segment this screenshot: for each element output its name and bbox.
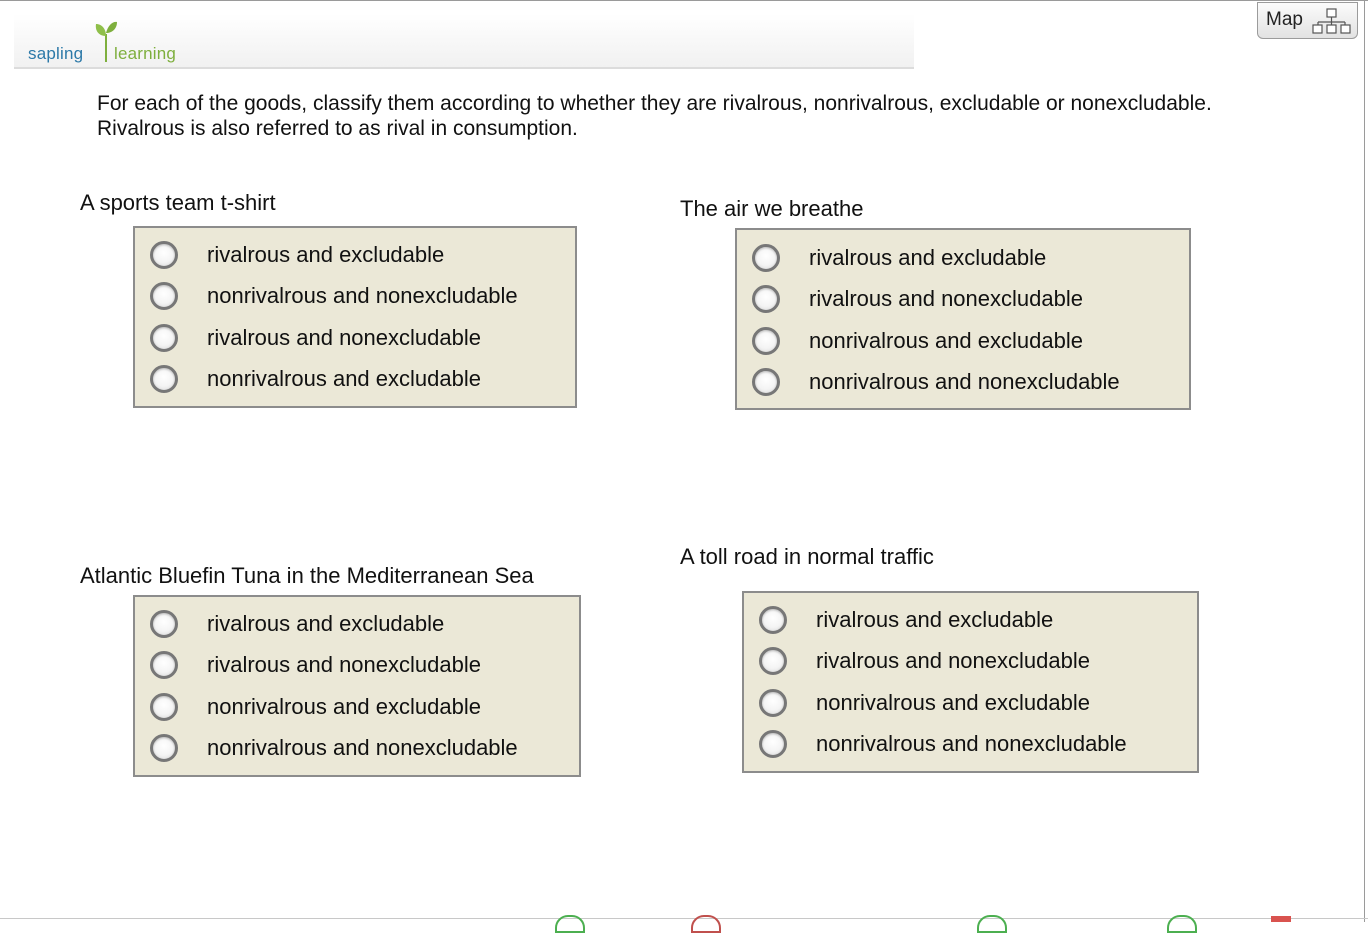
option-row[interactable]: [135, 317, 575, 358]
option-label: rivalrous and excludable: [809, 244, 1047, 270]
radio-button[interactable]: [150, 651, 178, 679]
radio-button[interactable]: [752, 285, 780, 313]
option-row[interactable]: [135, 358, 575, 399]
radio-button[interactable]: [150, 734, 178, 762]
radio-button[interactable]: [150, 365, 178, 393]
radio-button[interactable]: [150, 324, 178, 352]
option-label: nonrivalrous and excludable: [816, 689, 1090, 715]
right-border: [1364, 0, 1365, 922]
option-row[interactable]: [135, 275, 575, 316]
option-row[interactable]: [135, 644, 579, 685]
option-row[interactable]: [135, 727, 579, 768]
answer-box-air: [735, 228, 1191, 410]
question-instructions: For each of the goods, classify them according to whether they are rivalrous, nonrivalrous, excludable or nonexcludable. Rivalrous is also referred to as rival in consumption.: [97, 92, 1212, 140]
radio-button[interactable]: [150, 693, 178, 721]
header-bar: [14, 14, 914, 69]
option-label: rivalrous and nonexcludable: [816, 647, 1090, 673]
option-row[interactable]: [744, 640, 1197, 681]
option-label: nonrivalrous and nonexcludable: [809, 368, 1120, 394]
option-label: rivalrous and excludable: [816, 606, 1054, 632]
option-row[interactable]: [737, 361, 1189, 402]
logo-text-sapling: sapling: [28, 44, 84, 63]
footer-toolbar-icon[interactable]: [691, 915, 721, 933]
radio-button[interactable]: [759, 730, 787, 758]
radio-button[interactable]: [752, 327, 780, 355]
question-title-sports-shirt: A sports team t-shirt: [80, 190, 276, 215]
option-row[interactable]: [744, 682, 1197, 723]
radio-button[interactable]: [752, 368, 780, 396]
radio-button[interactable]: [759, 606, 787, 634]
option-row[interactable]: [744, 599, 1197, 640]
radio-button[interactable]: [759, 647, 787, 675]
map-button[interactable]: [1257, 2, 1358, 39]
bottom-border: [0, 918, 1368, 919]
footer-toolbar-icon[interactable]: [1167, 915, 1197, 933]
option-label: nonrivalrous and excludable: [809, 327, 1083, 353]
option-label: rivalrous and excludable: [207, 610, 445, 636]
option-label: nonrivalrous and nonexcludable: [816, 730, 1127, 756]
sitemap-icon: [1312, 7, 1352, 35]
option-row[interactable]: [135, 603, 579, 644]
option-label: rivalrous and excludable: [207, 241, 445, 267]
radio-button[interactable]: [759, 689, 787, 717]
option-label: rivalrous and nonexcludable: [207, 651, 481, 677]
option-label: rivalrous and nonexcludable: [809, 285, 1083, 311]
footer-flag-icon[interactable]: [1271, 916, 1291, 922]
option-row[interactable]: [135, 686, 579, 727]
option-row[interactable]: [737, 278, 1189, 319]
answer-box-bluefin-tuna: [133, 595, 581, 777]
option-row[interactable]: [737, 320, 1189, 361]
option-row[interactable]: [737, 237, 1189, 278]
top-border: [0, 0, 1368, 1]
radio-button[interactable]: [150, 610, 178, 638]
option-label: nonrivalrous and nonexcludable: [207, 282, 518, 308]
radio-button[interactable]: [150, 282, 178, 310]
sapling-learning-logo: [28, 20, 228, 66]
option-label: nonrivalrous and excludable: [207, 365, 481, 391]
footer-toolbar-icon[interactable]: [555, 915, 585, 933]
option-label: rivalrous and nonexcludable: [207, 324, 481, 350]
radio-button[interactable]: [150, 241, 178, 269]
answer-box-toll-road: [742, 591, 1199, 773]
map-button-label: Map: [1266, 9, 1303, 30]
question-title-air: The air we breathe: [680, 196, 864, 221]
answer-box-sports-shirt: [133, 226, 577, 408]
option-row[interactable]: [744, 723, 1197, 764]
radio-button[interactable]: [752, 244, 780, 272]
question-title-toll-road: A toll road in normal traffic: [680, 544, 934, 569]
option-label: nonrivalrous and nonexcludable: [207, 734, 518, 760]
question-title-bluefin-tuna: Atlantic Bluefin Tuna in the Mediterranean Sea: [80, 563, 534, 588]
logo-text-learning: learning: [114, 44, 177, 63]
option-label: nonrivalrous and excludable: [207, 693, 481, 719]
footer-toolbar-icon[interactable]: [977, 915, 1007, 933]
option-row[interactable]: [135, 234, 575, 275]
